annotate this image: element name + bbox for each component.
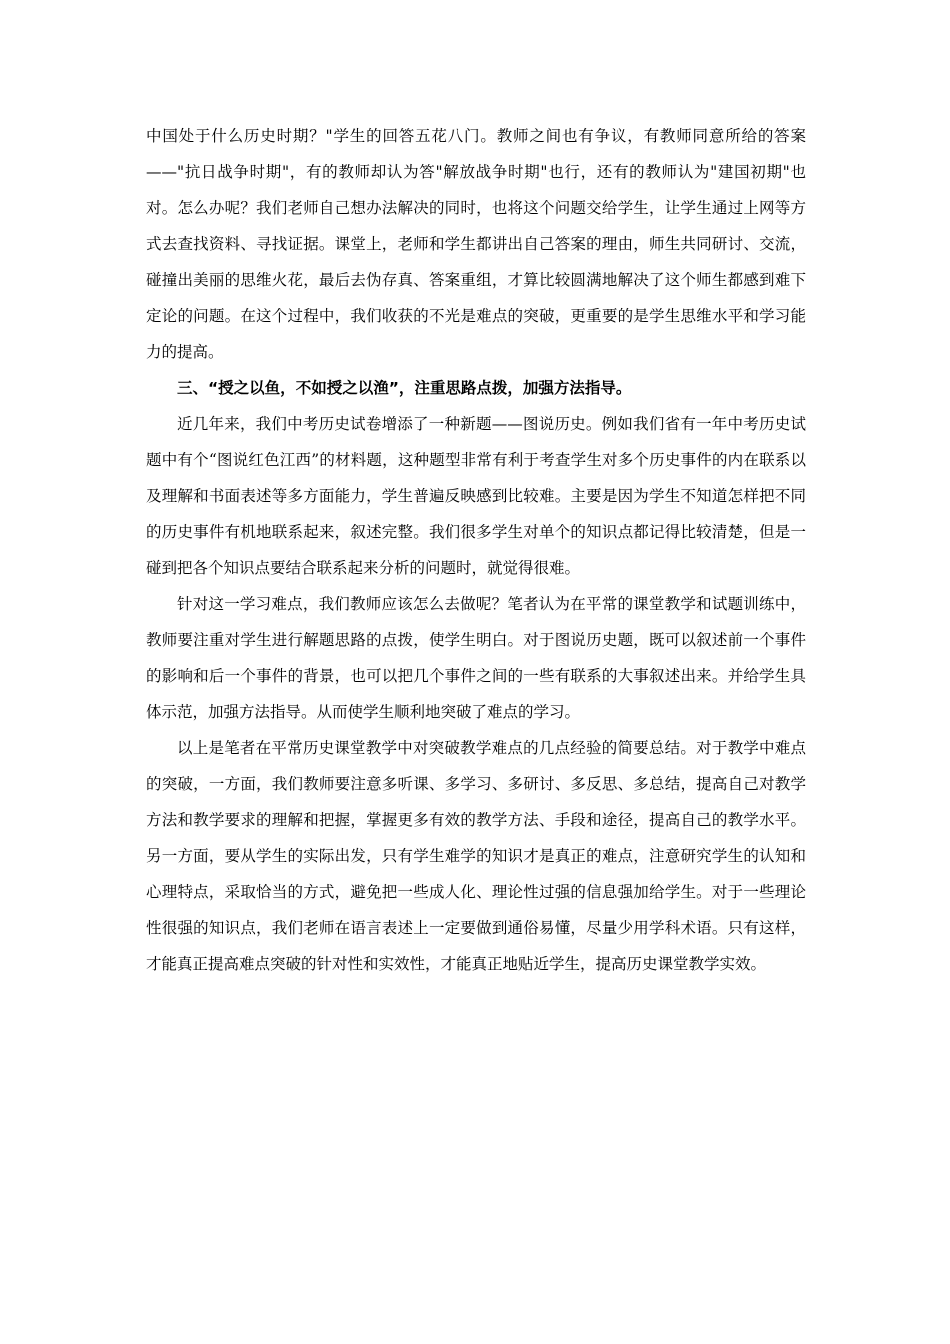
paragraph-2: 近几年来，我们中考历史试卷增添了一种新题——图说历史。例如我们省有一年中考历史试题中有个“图说红色江西”的材料题，这种题型非常有利于考查学生对多个历史事件的内在联系以及理解和书面表述等多方面能力，学生普遍反映感到比较难。主要是因为学生不知道怎样把不同的历史事件有机地联系起来，叙述完整。我们很多学生对单个的知识点都记得比较清楚，但是一碰到把各个知识点要结合联系起来分析的问题时，就觉得很难。 <box>146 415 806 577</box>
paragraph-3: 针对这一学习难点，我们教师应该怎么去做呢？笔者认为在平常的课堂教学和试题训练中，教师要注重对学生进行解题思路的点拨，使学生明白。对于图说历史题，既可以叙述前一个事件的影响和后一个事件的背景，也可以把几个事件之间的一些有联系的大事叙述出来。并给学生具体示范，加强方法指导。从而使学生顺利地突破了难点的学习。 <box>146 595 806 721</box>
paragraph-1: 中国处于什么历史时期？"学生的回答五花八门。教师之间也有争议，有教师同意所给的答案——"抗日战争时期"，有的教师却认为答"解放战争时期"也行，还有的教师认为"建国初期"也对。怎么办呢？我们老师自己想办法解决的同时，也将这个问题交给学生，让学生通过上网等方式去查找资料、寻找证据。课堂上，老师和学生都讲出自己答案的理由，师生共同研讨、交流，碰撞出美丽的思维火花，最后去伪存真、答案重组，才算比较圆满地解决了这个师生都感到难下定论的问题。在这个过程中，我们收获的不光是难点的突破，更重要的是学生思维水平和学习能力的提高。 <box>146 127 806 361</box>
section-heading-3: 三、“授之以鱼，不如授之以渔”，注重思路点拨，加强方法指导。 <box>177 379 632 397</box>
paragraph-4: 以上是笔者在平常历史课堂教学中对突破教学难点的几点经验的简要总结。对于教学中难点的突破，一方面，我们教师要注意多听课、多学习、多研讨、多反思、多总结，提高自己对教学方法和教学要求的理解和把握，掌握更多有效的教学方法、手段和途径，提高自己的教学水平。另一方面，要从学生的实际出发，只有学生难学的知识才是真正的难点，注意研究学生的认知和心理特点，采取恰当的方式，避免把一些成人化、理论性过强的信息强加给学生。对于一些理论性很强的知识点，我们老师在语言表述上一定要做到通俗易懂，尽量少用学科术语。只有这样，才能真正提高难点突破的针对性和实效性，才能真正地贴近学生，提高历史课堂教学实效。 <box>146 739 806 973</box>
document-body <box>146 118 806 982</box>
